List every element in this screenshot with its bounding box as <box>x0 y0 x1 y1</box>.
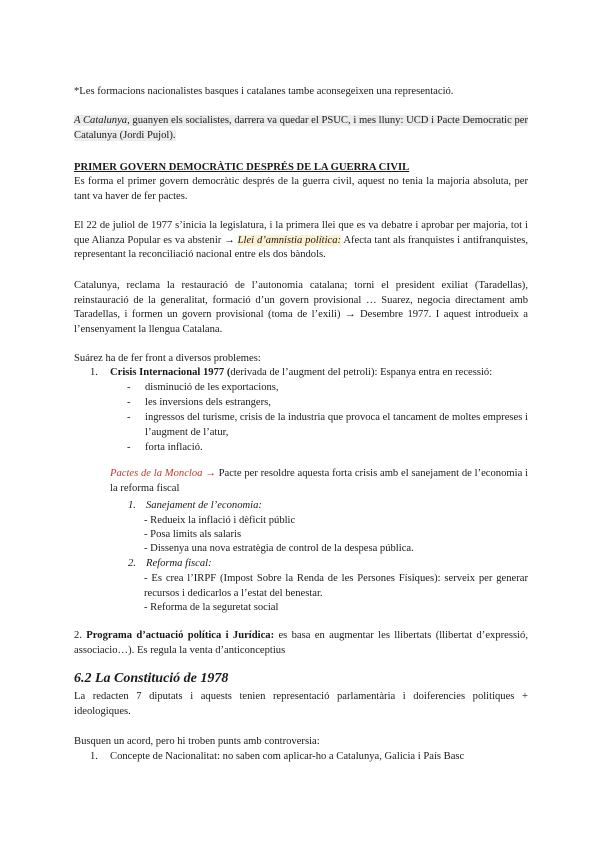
legislature-text-a: El 22 de juliol de 1977 s’inicia la legislatura, i la primera llei que es va debatre i aprobar per majoria, tot i que Alianza Popular es va abstenir <box>74 220 528 246</box>
controversy-intro: Busquen un acord, pero hi troben punts amb controversia: <box>74 736 320 747</box>
list-item: - disminució de les exportacions, <box>127 382 279 393</box>
item-number: 1. <box>90 751 98 762</box>
problem-item-2 <box>74 629 528 658</box>
list-item: - Reforma de la seguretat social <box>144 602 279 613</box>
list-item: - Dissenya una nova estratègia de control de la despesa pública. <box>144 543 414 554</box>
constitution-heading: 6.2 La Constitució de 1978 <box>74 671 229 686</box>
catalunya-autonomy-paragraph: Catalunya, reclama la restauració de l’autonomia catalana; torni el president exiliat (Taradellas), reinstauració de la generalitat, formació d’un govern provisional … Suarez, negocia directament amb Taradellas, i formen un govern provisional (toma de l’exili) → Desembre 1977. I aquest introdueix a l’ensenyament la llengua Catalana. <box>74 280 528 335</box>
constitution-paragraph: La redacten 7 diputats i aquests tenien representació parlamentària i doiferencies politiques + ideologiques. <box>74 691 528 717</box>
section-title: PRIMER GOVERN DEMOCRÀTIC DESPRÉS DE LA GUERRA CIVIL <box>74 162 410 173</box>
catalunya-paragraph <box>74 114 528 143</box>
arrow-glyph: → <box>202 468 219 479</box>
moncloa-label: Pactes de la Moncloa <box>110 468 203 479</box>
sub-number: 2. <box>128 558 136 569</box>
item-number: 2. <box>74 630 82 641</box>
legislature-text-b: Afecta tant als franquistes i antifranquistes, representant la reconciliació nacional entre els dos bàndols. <box>74 234 528 260</box>
crisis-title: Crisis Internacional 1977 ( <box>110 367 231 378</box>
problems-intro: Suárez ha de fer front a diversos problemes: <box>74 353 261 364</box>
catalunya-rest: guanyen els socialistes, darrera va quedar el PSUC, i mes lluny: UCD i Pacte Democratic per Catalunya (Jordi Pujol). <box>74 115 528 141</box>
legislature-paragraph <box>74 219 528 263</box>
list-item: - Redueix la inflació i dèficit públic <box>144 515 296 526</box>
list-item: - Posa limits als salaris <box>144 529 242 540</box>
sub-item-2 <box>128 557 528 615</box>
program-text: es basa en augmentar les llibertats (llibertat d’expressió, associacio…). Es regula la venta d’anticonceptius <box>74 630 528 656</box>
catalunya-lead: A Catalunya, <box>74 115 130 126</box>
list-item: - ingressos del turisme, crisis de la industria que provoca el tancament de moltes empreses i l’augment de l’atur, <box>127 412 528 438</box>
list-item: - forta inflació. <box>127 442 203 453</box>
list-item: - Es crea l’IRPF (Impost Sobre la Renda de les Persones Físiques): serveix per generar recursos i dedicarlos a l’estat del benestar. <box>144 573 528 599</box>
arrow-glyph: → <box>221 234 238 246</box>
moncloa-paragraph <box>110 467 528 496</box>
crisis-text: derivada de l’augment del petroli): Espanya entra en recessió: <box>230 367 493 378</box>
sub-title: Sanejament de l’economia: <box>146 500 262 511</box>
moncloa-text: Pacte per resoldre aquesta forta crisis amb el sanejament de l’economia i la reforma fiscal <box>110 468 528 494</box>
sub-item-1 <box>128 499 528 556</box>
item-number: 1. <box>90 367 98 378</box>
sub-title: Reforma fiscal: <box>146 558 212 569</box>
program-title: Programa d’actuació política i Jurídica: <box>86 630 275 641</box>
crisis-dash-list <box>127 381 528 456</box>
nationality-text: Concepte de Nacionalitat: no saben com aplicar-ho a Catalunya, Galicia i País Basc <box>110 751 465 762</box>
intro-paragraph: Es forma el primer govern democràtic després de la guerra civil, aquest no tenia la majoria absoluta, per tant va haver de fer pactes. <box>74 176 528 202</box>
footnote-paragraph: *Les formacions nacionalistes basques i catalanes tambe aconsegeixen una representació. <box>74 86 454 97</box>
list-item: - les inversions dels estrangers, <box>127 397 271 408</box>
amnesty-law-label: Llei d’amnistia política: <box>237 234 342 246</box>
sub-number: 1. <box>128 500 136 511</box>
